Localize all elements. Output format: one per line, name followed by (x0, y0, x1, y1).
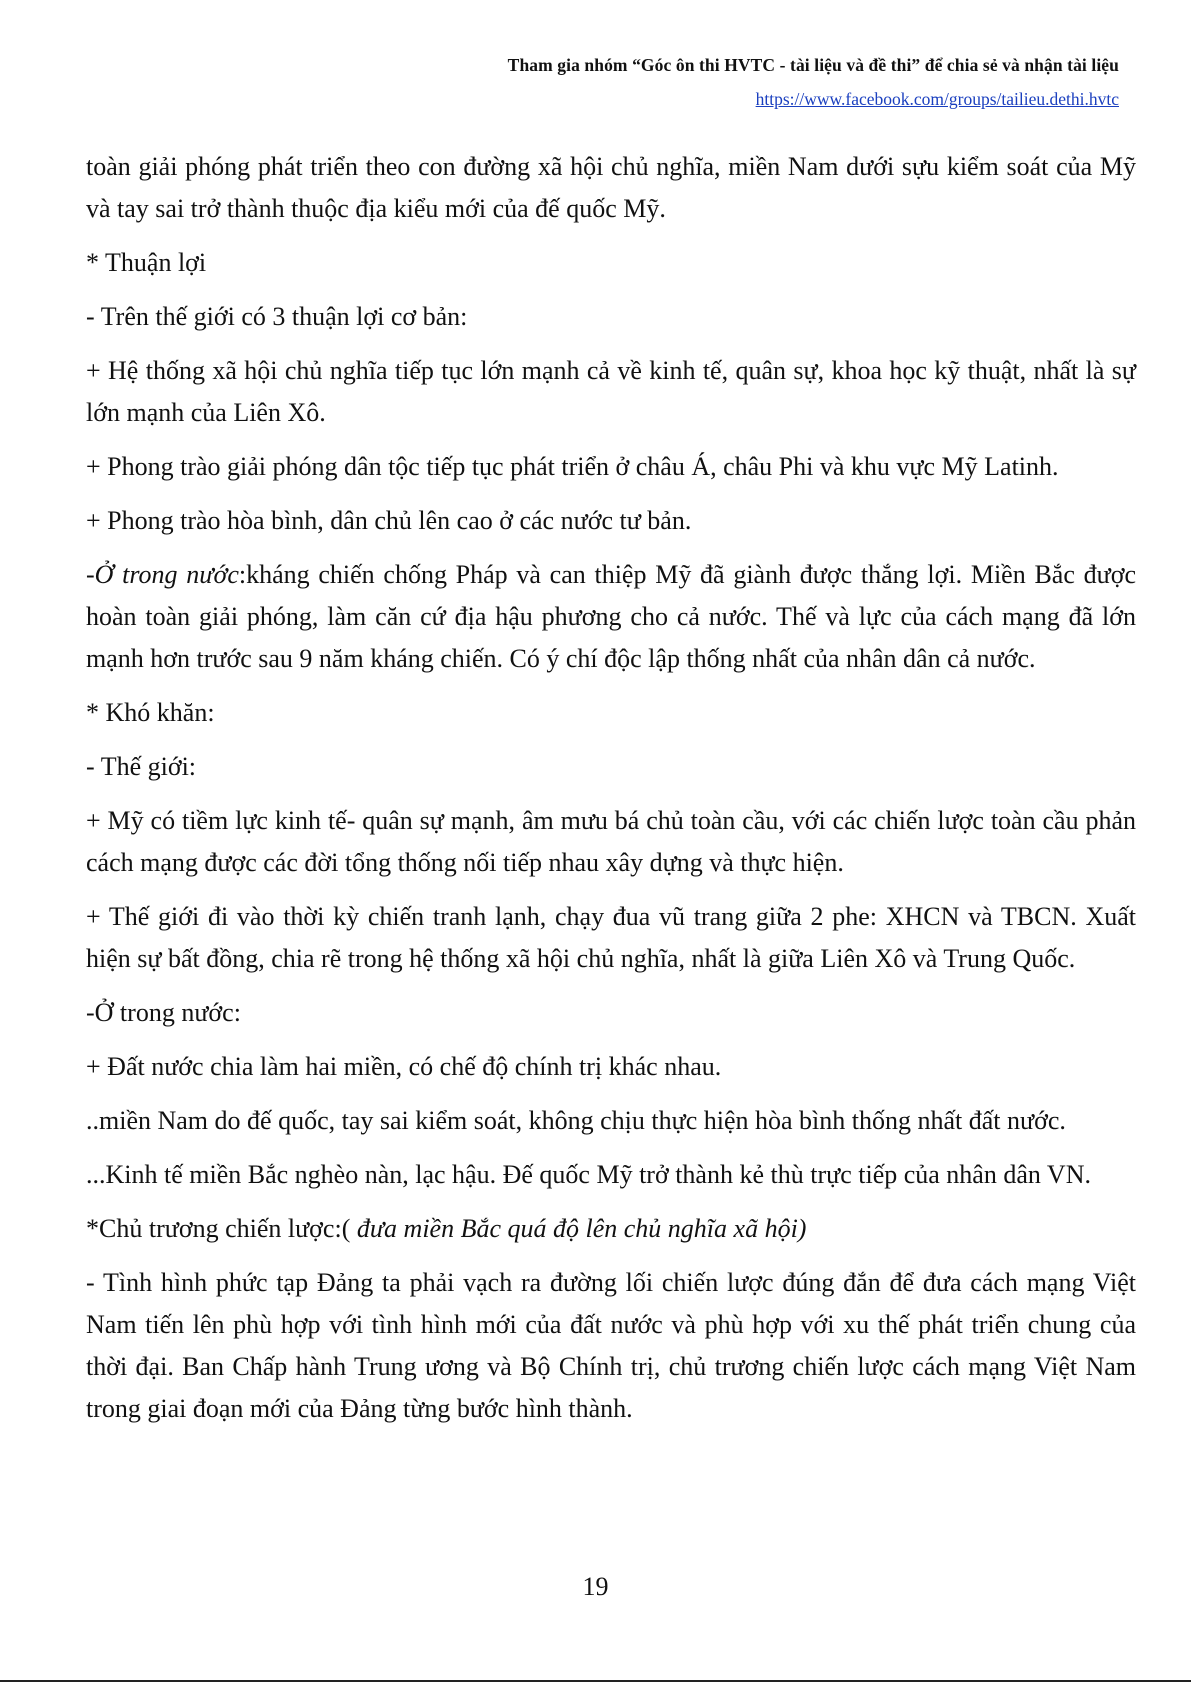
paragraph: + Thế giới đi vào thời kỳ chiến tranh lạnh, chạy đua vũ trang giữa 2 phe: XHCN và TBCN. Xuất hiện sự bất đồng, chia rẽ trong hệ thống xã hội chủ nghĩa, nhất là giữa Liên Xô và Trung Quốc. (86, 902, 1136, 973)
facebook-group-link[interactable]: https://www.facebook.com/groups/tailieu.dethi.hvtc (755, 89, 1119, 109)
page-number: 19 (582, 1572, 609, 1601)
paragraph-heading-strategy: *Chủ trương chiến lược:( đưa miền Bắc quá độ lên chủ nghĩa xã hội) (86, 1214, 807, 1243)
bottom-divider (0, 1680, 1191, 1682)
paragraph: + Hệ thống xã hội chủ nghĩa tiếp tục lớn mạnh cả về kinh tế, quân sự, khoa học kỹ thuật, nhất là sự lớn mạnh của Liên Xô. (86, 356, 1136, 427)
paragraph: + Phong trào giải phóng dân tộc tiếp tục phát triển ở châu Á, châu Phi và khu vực Mỹ Latinh. (86, 452, 1059, 481)
paragraph-heading-advantages: * Thuận lợi (86, 248, 207, 277)
paragraph: - Tình hình phức tạp Đảng ta phải vạch ra đường lối chiến lược đúng đắn để đưa cách mạng Việt Nam tiến lên phù hợp với tình hình mới của đất nước và phù hợp với xu thế phát triển chung của thời đại. Ban Chấp hành Trung ương và Bộ Chính trị, chủ trương chiến lược cách mạng Việt Nam trong giai đoạn mới của Đảng từng bước hình thành. (86, 1268, 1136, 1423)
paragraph: - Trên thế giới có 3 thuận lợi cơ bản: (86, 302, 468, 331)
paragraph: ...Kinh tế miền Bắc nghèo nàn, lạc hậu. Đế quốc Mỹ trở thành kẻ thù trực tiếp của nhân dân VN. (86, 1160, 1091, 1189)
paragraph: toàn giải phóng phát triển theo con đường xã hội chủ nghĩa, miền Nam dưới sựu kiểm soát của Mỹ và tay sai trở thành thuộc địa kiểu mới của đế quốc Mỹ. (86, 152, 1136, 223)
paragraph: ..miền Nam do đế quốc, tay sai kiểm soát, không chịu thực hiện hòa bình thống nhất đất nước. (86, 1106, 1066, 1135)
paragraph: + Phong trào hòa bình, dân chủ lên cao ở các nước tư bản. (86, 506, 692, 535)
paragraph: - Thế giới: (86, 752, 197, 781)
paragraph: + Mỹ có tiềm lực kinh tế- quân sự mạnh, âm mưu bá chủ toàn cầu, với các chiến lược toàn cầu phản cách mạng được các đời tổng thống nối tiếp nhau xây dựng và thực hiện. (86, 806, 1136, 877)
document-body (86, 146, 1136, 1442)
paragraph-heading-difficulties: * Khó khăn: (86, 698, 215, 727)
paragraph: -Ở trong nước:kháng chiến chống Pháp và can thiệp Mỹ đã giành được thắng lợi. Miền Bắc được hoàn toàn giải phóng, làm căn cứ địa hậu phương cho cả nước. Thế và lực của cách mạng đã lớn mạnh hơn trước sau 9 năm kháng chiến. Có ý chí độc lập thống nhất của nhân dân cả nước. (86, 560, 1136, 673)
header-title: Tham gia nhóm “Góc ôn thi HVTC - tài liệu và đề thi” để chia sẻ và nhận tài liệu (507, 55, 1119, 75)
page-header (508, 52, 1119, 110)
paragraph: + Đất nước chia làm hai miền, có chế độ chính trị khác nhau. (86, 1052, 722, 1081)
paragraph: -Ở trong nước: (86, 998, 241, 1027)
